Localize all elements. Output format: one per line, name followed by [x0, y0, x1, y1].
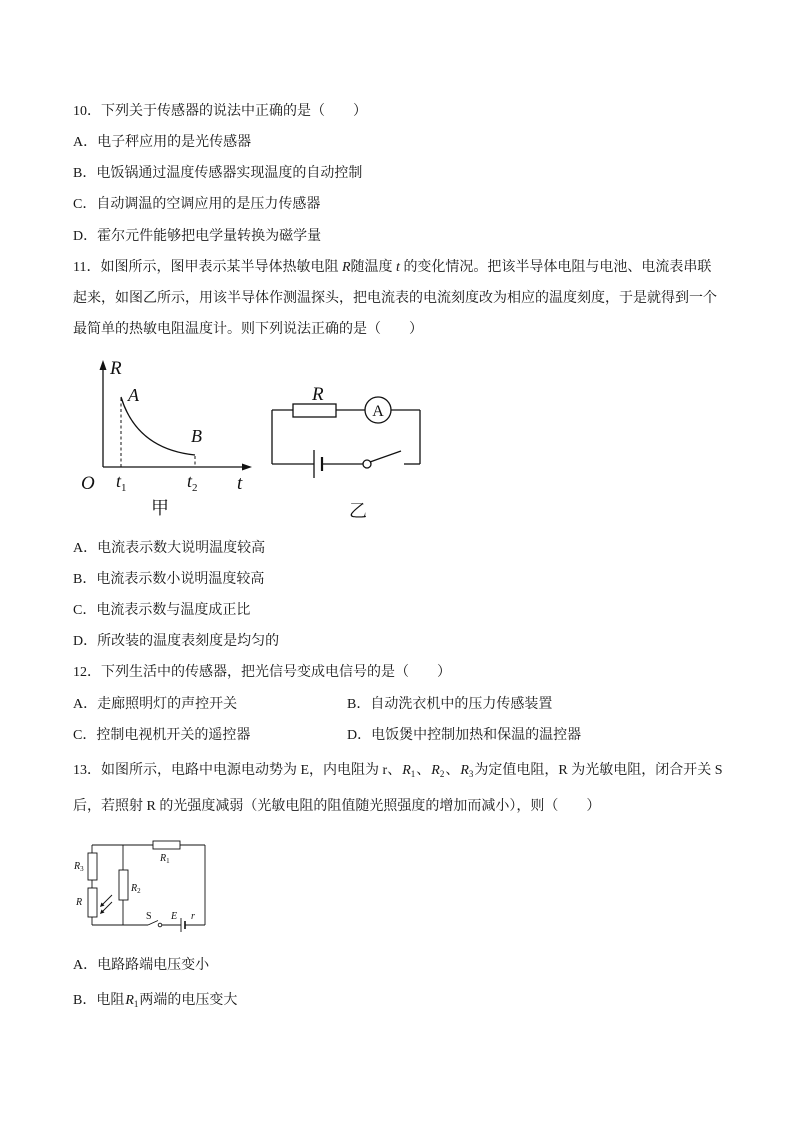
photoresistor-r: [88, 888, 97, 917]
q13-option-b-symbol: [125, 993, 138, 1008]
label-emf: E: [171, 911, 178, 922]
q13-symbol-r3: [460, 763, 473, 778]
label-sub: 1: [166, 857, 170, 865]
symbol-base: R: [125, 993, 134, 1008]
t1-base: t: [116, 471, 122, 491]
q13-stem-text: 为定值电阻，R 为光敏电阻，闭合开关 S: [474, 763, 723, 778]
t1-sub: 1: [121, 482, 127, 494]
q10-option-d: D．霍尔元件能够把电学量转换为磁学量: [73, 229, 322, 244]
q11-figure: [70, 350, 430, 525]
resistor-r3: [88, 853, 97, 880]
r-t-curve: [121, 397, 195, 455]
resistor-r2: [119, 870, 128, 900]
q12-option-b: B．自动洗衣机中的压力传感装置: [347, 697, 553, 712]
axis-label-t: t: [237, 473, 243, 494]
label-base: R: [74, 861, 81, 872]
label-base: R: [160, 853, 167, 864]
resistor-r1: [153, 841, 180, 849]
q11-var-t: t: [396, 260, 400, 275]
q13-symbol-r2: [431, 763, 444, 778]
label-sub: 3: [80, 865, 84, 873]
caption-jia: 甲: [151, 498, 169, 518]
label-internal-resistance: r: [191, 911, 195, 922]
q11-stem-line3: 最简单的热敏电阻温度计。则下列说法正确的是（ ）: [73, 322, 423, 337]
q13-option-a: A．电路路端电压变小: [73, 958, 210, 973]
q12-option-a: A．走廊照明灯的声控开关: [73, 697, 238, 712]
separator: 、: [445, 763, 460, 778]
resistor-label: R: [312, 384, 324, 405]
q12-stem: 12．下列生活中的传感器，把光信号变成电信号的是（ ）: [73, 665, 451, 680]
label-r2: [130, 883, 141, 895]
separator: 、: [416, 763, 431, 778]
q13-symbol-r1: [402, 763, 415, 778]
q10-option-c: C．自动调温的空调应用的是压力传感器: [73, 197, 321, 212]
q11-stem-text: 随温度: [350, 260, 397, 275]
ammeter-label: A: [372, 403, 384, 420]
q13-circuit-figure: [68, 835, 210, 935]
q11-option-a: A．电流表示数大说明温度较高: [73, 541, 266, 556]
q11-stem-text: 的变化情况。把该半导体电阻与电池、电流表串联: [399, 260, 712, 275]
resistor-r: [293, 404, 336, 417]
circuit-yi: [272, 384, 420, 521]
point-label-a: A: [128, 385, 139, 405]
switch-blade: [370, 451, 401, 462]
axis-label-r: R: [110, 358, 122, 379]
symbol-sub: 2: [439, 769, 445, 779]
q11-stem-line1: [73, 258, 711, 278]
label-photoresistor: R: [76, 897, 83, 908]
label-sub: 2: [137, 887, 141, 895]
y-axis-arrow-icon: [100, 360, 107, 370]
graph-jia: [81, 358, 252, 518]
symbol-base: R: [402, 763, 411, 778]
q12-option-c: C．控制电视机开关的遥控器: [73, 728, 251, 743]
switch-contact-icon: [158, 923, 162, 927]
q10-stem: 10．下列关于传感器的说法中正确的是（ ）: [73, 104, 367, 119]
q12-option-d: D．电饭煲中控制加热和保温的温控器: [347, 728, 582, 743]
label-switch: S: [146, 911, 152, 922]
label-r1: [159, 853, 170, 865]
tick-label-t2: [187, 471, 198, 494]
q10-option-a: A．电子秤应用的是光传感器: [73, 135, 252, 150]
symbol-sub: 3: [468, 769, 474, 779]
t2-base: t: [187, 471, 193, 491]
label-base: R: [131, 883, 138, 894]
caption-yi: 乙: [349, 501, 367, 521]
origin-label: O: [81, 473, 95, 494]
t2-sub: 2: [192, 482, 198, 494]
symbol-sub: 1: [133, 999, 139, 1009]
q11-option-d: D．所改装的温度表刻度是均匀的: [73, 634, 280, 649]
q13-option-b: [73, 991, 237, 1011]
label-r3: [73, 861, 84, 873]
q11-var-r: R: [341, 260, 351, 275]
q11-option-c: C．电流表示数与温度成正比: [73, 603, 251, 618]
q11-stem-text: 11．如图所示，图甲表示某半导体热敏电阻: [73, 260, 342, 275]
q11-option-b: B．电流表示数小说明温度较高: [73, 572, 265, 587]
q13-stem-text: 13．如图所示，电路中电源电动势为 E，内电阻为 r、: [73, 763, 402, 778]
symbol-base: R: [460, 763, 469, 778]
q10-option-b: B．电饭锅通过温度传感器实现温度的自动控制: [73, 166, 363, 181]
tick-label-t1: [116, 471, 127, 494]
x-axis-arrow-icon: [242, 464, 252, 471]
q13-stem-line1: [73, 761, 723, 781]
switch-pivot-icon: [363, 460, 371, 468]
symbol-base: R: [431, 763, 440, 778]
q11-stem-line2: 起来，如图乙所示，用该半导体作测温探头，把电流表的电流刻度改为相应的温度刻度，于是就得到一个: [73, 291, 717, 306]
q13-stem-line2: 后，若照射 R 的光强度减弱（光敏电阻的阻值随光照强度的增加而减小），则（ ）: [73, 799, 601, 814]
symbol-sub: 1: [410, 769, 416, 779]
option-text: B．电阻: [73, 993, 125, 1008]
option-text: 两端的电压变大: [139, 993, 238, 1008]
point-label-b: B: [191, 426, 202, 446]
